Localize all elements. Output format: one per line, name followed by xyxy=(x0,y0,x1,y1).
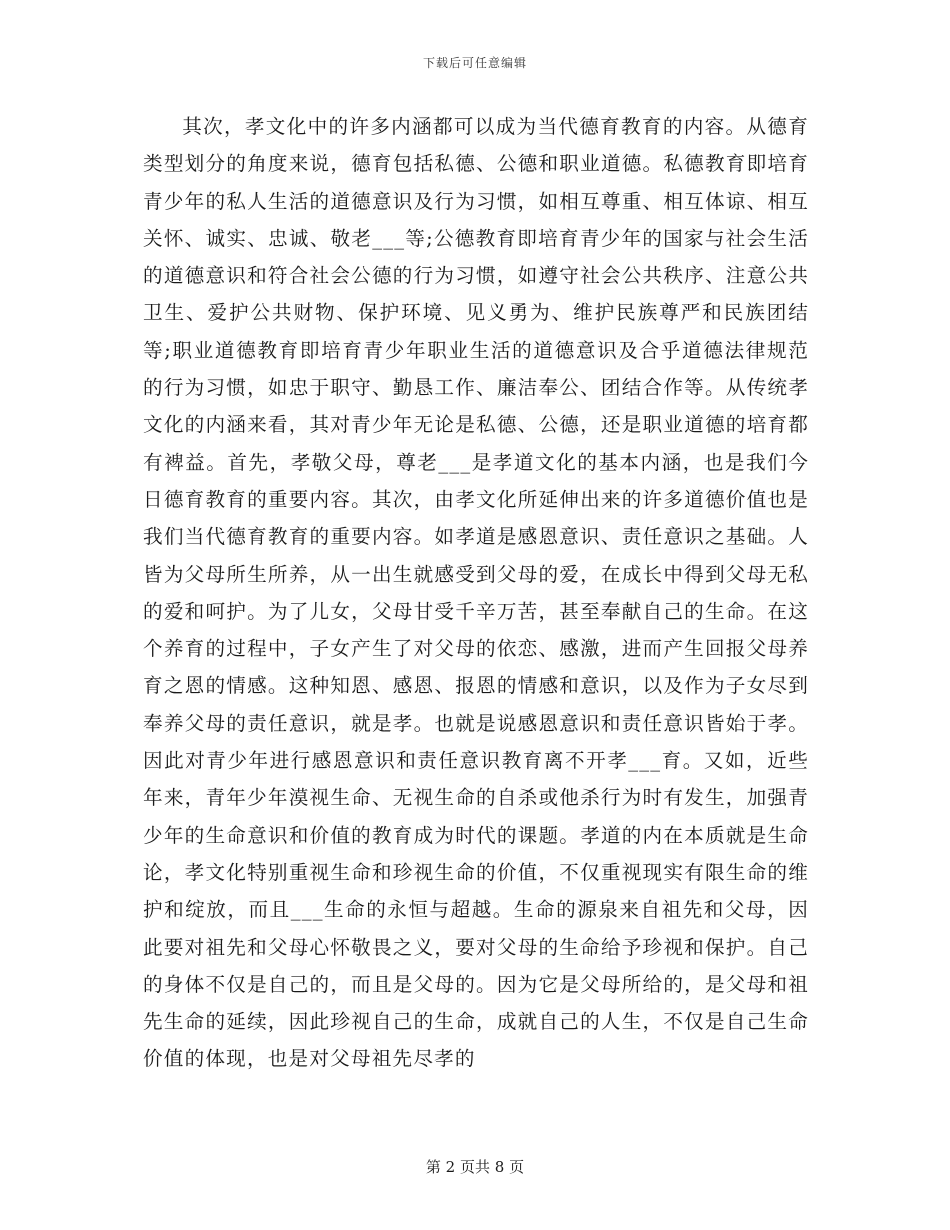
page-header: 下载后可任意编辑 xyxy=(422,56,527,70)
body-paragraph: 其次，孝文化中的许多内涵都可以成为当代德育教育的内容。从德育类型划分的角度来说，德育包括私德、公德和职业道德。私德教育即培育青少年的私人生活的道德意识及行为习惯，如相互尊重、相互体谅、相互关怀、诚实、忠诚、敬老___等;公德教育即培育青少年的国家与社会生活的道德意识和符合社会公德的行为习惯，如遵守社会公共秩序、注意公共卫生、爱护公共财物、保护环境、见义勇为、维护民族尊严和民族团结等;职业道德教育即培育青少年职业生活的道德意识及合乎道德法律规范的行为习惯，如忠于职守、勤恳工作、廉洁奉公、团结合作等。从传统孝文化的内涵来看，其对青少年无论是私德、公德，还是职业道德的培育都有裨益。首先，孝敬父母，尊老___是孝道文化的基本内涵，也是我们今日德育教育的重要内容。其次，由孝文化所延伸出来的许多道德价值也是我们当代德育教育的重要内容。如孝道是感恩意识、责任意识之基础。人皆为父母所生所养，从一出生就感受到父母的爱，在成长中得到父母无私的爱和呵护。为了儿女，父母甘受千辛万苦，甚至奉献自己的生命。在这个养育的过程中，子女产生了对父母的依恋、感激，进而产生回报父母养育之恩的情感。这种知恩、感恩、报恩的情感和意识，以及作为子女尽到奉养父母的责任意识，就是孝。也就是说感恩意识和责任意识皆始于孝。因此对青少年进行感恩意识和责任意识教育离不开孝___育。又如，近些年来，青年少年漠视生命、无视生命的自杀或他杀行为时有发生，加强青少年的生命意识和价值的教育成为时代的课题。孝道的内在本质就是生命论，孝文化特别重视生命和珍视生命的价值，不仅重视现实有限生命的维护和绽放，而且___生命的永恒与超越。生命的源泉来自祖先和父母，因此要对祖先和父母心怀敬畏之义，要对父母的生命给予珍视和保护。自己的身体不仅是自己的，而且是父母的。因为它是父母所给的，是父母和祖先生命的延续，因此珍视自己的生命，成就自己的人生，不仅是自己生命价值的体现，也是对父母祖先尽孝的 xyxy=(143,115,809,1071)
page-number-footer: 第 2 页共 8 页 xyxy=(425,1158,525,1176)
